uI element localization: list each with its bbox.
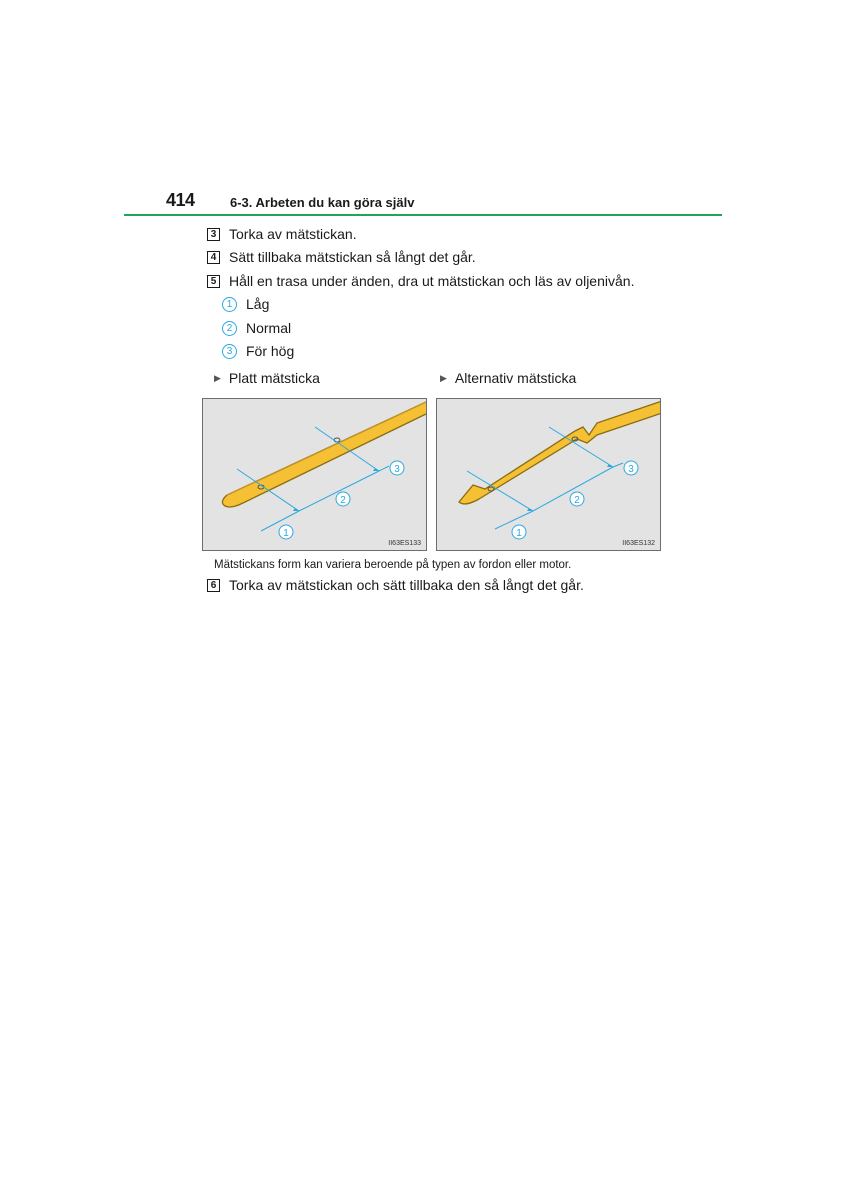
figure-label-text: Alternativ mätsticka: [454, 370, 577, 386]
circled-number: 1: [222, 297, 237, 312]
figure-caption: Mätstickans form kan variera beroende på typen av fordon eller motor.: [214, 559, 572, 571]
step-4: [207, 249, 476, 265]
level-item-normal: [222, 320, 291, 336]
level-text: För hög: [246, 343, 295, 359]
marker-3: [390, 461, 404, 475]
page-number: 414: [166, 190, 195, 210]
figure-alternative-dipstick: [436, 398, 661, 551]
step-number-box: 6: [207, 579, 220, 592]
step-text: Håll en trasa under änden, dra ut mätstickan och läs av oljenivån.: [229, 273, 635, 289]
step-text: Torka av mätstickan.: [229, 226, 357, 242]
level-text: Normal: [246, 320, 292, 336]
triangle-bullet-icon: ▶: [440, 372, 447, 383]
step-text: Torka av mätstickan och sätt tillbaka den så långt det går.: [229, 577, 584, 593]
step-number-box: 3: [207, 228, 220, 241]
dipstick-illustration: [203, 399, 427, 551]
circled-number: 3: [222, 344, 237, 359]
svg-text:1: 1: [516, 528, 522, 539]
step-number-box: 5: [207, 275, 220, 288]
marker-2: [336, 492, 350, 506]
step-5: [207, 273, 634, 289]
dipstick-shape: [459, 401, 661, 504]
marker-3: [624, 461, 638, 475]
svg-text:2: 2: [340, 495, 346, 506]
svg-text:2: 2: [574, 495, 580, 506]
svg-text:1: 1: [283, 528, 289, 539]
svg-text:3: 3: [628, 464, 634, 475]
figure-code: II63ES132: [622, 540, 655, 547]
marker-1: [512, 525, 526, 539]
step-number-box: 4: [207, 251, 220, 264]
section-title: 6-3. Arbeten du kan göra själv: [230, 195, 415, 210]
step-6: [207, 577, 584, 593]
figure-flat-dipstick: [202, 398, 427, 551]
triangle-bullet-icon: ▶: [214, 372, 221, 383]
figure-label-text: Platt mätsticka: [228, 370, 320, 386]
figure-code: II63ES133: [388, 540, 421, 547]
step-text: Sätt tillbaka mätstickan så långt det går.: [229, 249, 476, 265]
circled-number: 2: [222, 321, 237, 336]
marker-1: [279, 525, 293, 539]
figure-label-alternative: [440, 370, 576, 386]
page-header: [124, 190, 722, 218]
level-text: Låg: [246, 296, 270, 312]
marker-hole: [334, 438, 340, 442]
svg-text:3: 3: [394, 464, 400, 475]
step-3: [207, 226, 357, 242]
dipstick-shape: [222, 401, 427, 507]
level-item-high: [222, 343, 294, 359]
figure-label-flat: [214, 370, 320, 386]
level-item-low: [222, 296, 269, 312]
dipstick-illustration: [437, 399, 661, 551]
header-rule: [124, 214, 722, 216]
marker-2: [570, 492, 584, 506]
